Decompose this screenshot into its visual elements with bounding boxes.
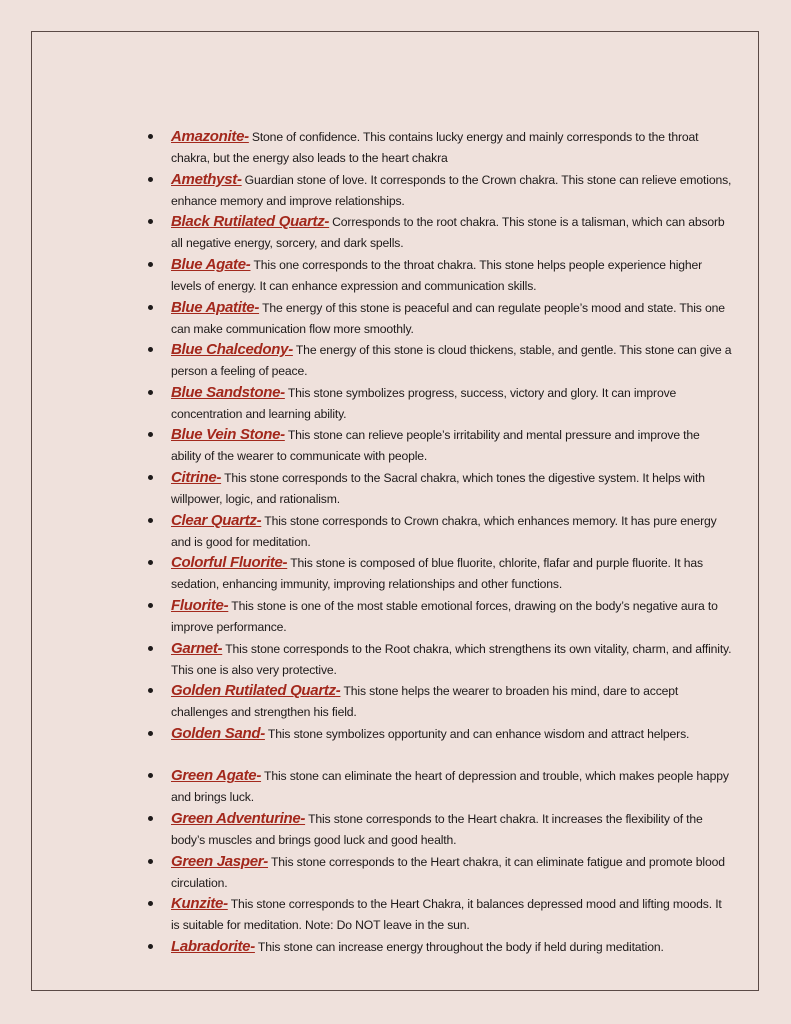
bullet-icon bbox=[148, 816, 153, 821]
stone-description: This stone helps the wearer to broaden his mind, dare to accept challenges and strengthen his field. bbox=[171, 684, 679, 720]
list-item bbox=[140, 936, 732, 979]
bullet-icon bbox=[148, 859, 153, 864]
stone-name: Kunzite- bbox=[171, 895, 228, 913]
bullet-icon bbox=[148, 262, 153, 267]
stone-name: Blue Sandstone- bbox=[171, 383, 285, 401]
stone-name: Golden Rutilated Quartz- bbox=[171, 682, 341, 700]
stone-name: Blue Chalcedony- bbox=[171, 341, 293, 359]
stone-description: This stone corresponds to the Root chakra, which strengthens its own vitality, charm, and affinity. This one is also very protective. bbox=[171, 641, 732, 677]
list-item bbox=[140, 467, 732, 510]
list-item bbox=[140, 382, 732, 425]
stone-name: Amazonite- bbox=[171, 128, 249, 145]
stone-name: Green Jasper- bbox=[171, 852, 268, 870]
stone-name: Black Rutilated Quartz- bbox=[171, 213, 330, 231]
stone-description: This stone corresponds to the Sacral chakra, which tones the digestive system. It helps with willpower, logic, and rationalism. bbox=[171, 471, 705, 506]
list-item bbox=[140, 680, 732, 723]
stone-description: Corresponds to the root chakra. This stone is a talisman, which can absorb all negative energy, sorcery, and dark spells. bbox=[171, 215, 725, 251]
list-item bbox=[140, 297, 732, 340]
list-item bbox=[140, 254, 732, 297]
stone-description: This stone corresponds to the Heart chakra. It increases the flexibility of the body’s muscles and brings good luck and good health. bbox=[171, 812, 703, 847]
bullet-icon bbox=[148, 518, 153, 523]
stone-description: Guardian stone of love. It corresponds to the Crown chakra. This stone can relieve emotions, enhance memory and improve relationships. bbox=[171, 172, 732, 208]
list-item bbox=[140, 211, 732, 254]
stone-name: Clear Quartz- bbox=[171, 511, 262, 529]
bullet-icon bbox=[148, 347, 153, 352]
stone-description: This stone symbolizes opportunity and can enhance wisdom and attract helpers. bbox=[267, 726, 690, 741]
stone-description: This stone is composed of blue fluorite, chlorite, flafar and purple fluorite. It has sedation, enhancing immunity, improving relationships and other functions. bbox=[171, 556, 703, 592]
bullet-icon bbox=[148, 390, 153, 395]
stone-name: Amethyst- bbox=[171, 170, 242, 188]
stone-name: Blue Apatite- bbox=[171, 298, 260, 316]
list-item bbox=[140, 765, 732, 808]
bullet-icon bbox=[148, 177, 153, 182]
bullet-icon bbox=[148, 731, 153, 736]
list-item bbox=[140, 552, 732, 595]
list-item bbox=[140, 723, 732, 766]
list-item bbox=[140, 851, 732, 894]
list-item bbox=[140, 638, 732, 681]
bullet-icon bbox=[148, 944, 153, 949]
list-item bbox=[140, 169, 732, 212]
stone-description: Stone of confidence. This contains lucky energy and mainly corresponds to the throat chakra, but the energy also leads to the heart chakra bbox=[171, 130, 699, 165]
bullet-icon bbox=[148, 646, 153, 651]
stone-name: Blue Vein Stone- bbox=[171, 426, 285, 444]
stone-description: This stone corresponds to the Heart Chakra, it balances depressed mood and lifting moods. It is suitable for meditation. Note: Do NOT leave in the sun. bbox=[171, 897, 722, 933]
bullet-icon bbox=[148, 134, 153, 139]
stone-description: This stone can increase energy throughout the body if held during meditation. bbox=[257, 939, 664, 954]
list-item bbox=[140, 126, 732, 169]
bullet-icon bbox=[148, 773, 153, 778]
bullet-icon bbox=[148, 305, 153, 310]
bullet-icon bbox=[148, 603, 153, 608]
list-item bbox=[140, 595, 732, 638]
stone-description: The energy of this stone is peaceful and can regulate people’s mood and state. This one can make communication flow more smoothly. bbox=[171, 300, 725, 336]
stone-name: Garnet- bbox=[171, 639, 223, 657]
bullet-icon bbox=[148, 475, 153, 480]
stone-name: Green Agate- bbox=[171, 767, 262, 785]
bullet-icon bbox=[148, 901, 153, 906]
stone-name: Green Adventurine- bbox=[171, 810, 306, 827]
stone-list bbox=[140, 126, 732, 979]
document-page bbox=[31, 31, 759, 991]
bullet-icon bbox=[148, 219, 153, 224]
stone-name: Colorful Fluorite- bbox=[171, 554, 288, 572]
list-item bbox=[140, 893, 732, 936]
list-item bbox=[140, 510, 732, 553]
stone-description: This stone is one of the most stable emotional forces, drawing on the body’s negative aura to improve performance. bbox=[171, 598, 718, 634]
stone-description: This stone can relieve people’s irritability and mental pressure and improve the ability of the wearer to communicate with people. bbox=[171, 428, 700, 464]
stone-description: This stone symbolizes progress, success, victory and glory. It can improve concentration and learning ability. bbox=[171, 385, 677, 421]
stone-name: Citrine- bbox=[171, 469, 222, 486]
stone-description: This stone corresponds to Crown chakra, which enhances memory. It has pure energy and is good for meditation. bbox=[171, 513, 717, 549]
stone-description: This stone can eliminate the heart of depression and trouble, which makes people happy and brings luck. bbox=[171, 769, 729, 805]
stone-name: Blue Agate- bbox=[171, 255, 251, 273]
bullet-icon bbox=[148, 432, 153, 437]
stone-description: This stone corresponds to the Heart chakra, it can eliminate fatigue and promote blood circulation. bbox=[171, 854, 725, 890]
stone-description: This one corresponds to the throat chakra. This stone helps people experience higher levels of energy. It can enhance expression and communication skills. bbox=[171, 257, 703, 293]
bullet-icon bbox=[148, 688, 153, 693]
stone-name: Fluorite- bbox=[171, 596, 229, 614]
list-item bbox=[140, 808, 732, 851]
list-item bbox=[140, 339, 732, 382]
stone-name: Golden Sand- bbox=[171, 724, 265, 742]
stone-description: The energy of this stone is cloud thickens, stable, and gentle. This stone can give a person a feeling of peace. bbox=[171, 343, 732, 379]
list-item bbox=[140, 424, 732, 467]
stone-name: Labradorite- bbox=[171, 937, 255, 955]
bullet-icon bbox=[148, 560, 153, 565]
